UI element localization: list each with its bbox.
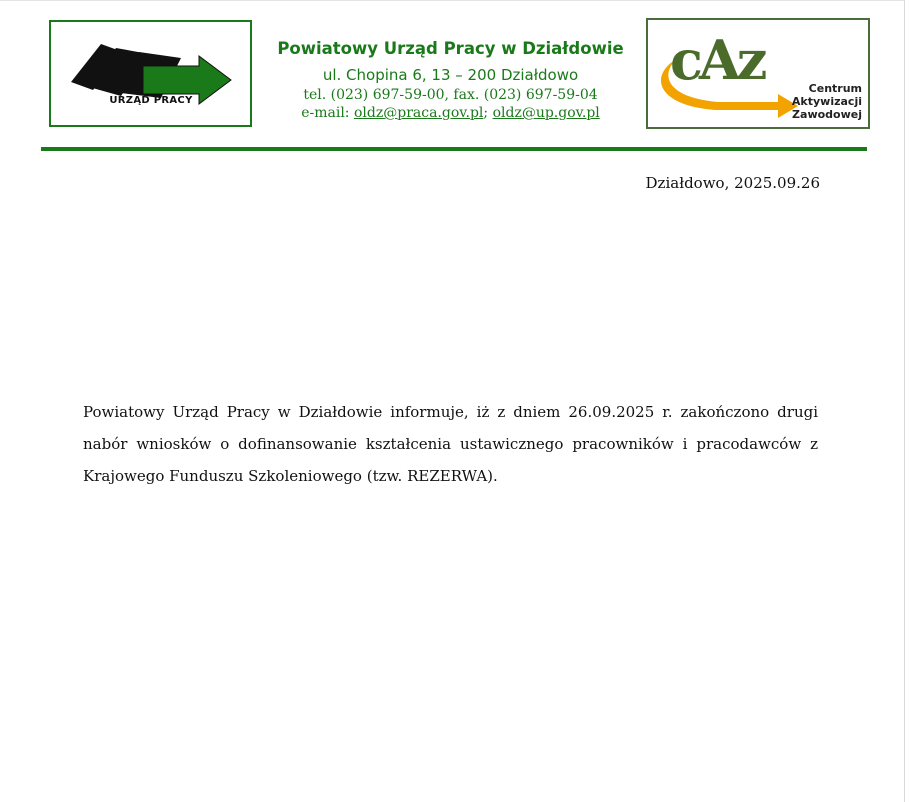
office-address: ul. Chopina 6, 13 – 200 Działdowo (322, 66, 579, 84)
urzad-pracy-logo-graphic (51, 22, 254, 129)
office-email (262, 104, 639, 122)
letterhead (262, 38, 639, 122)
caz-logo (646, 18, 870, 129)
caz-logo-text: cAz (670, 28, 764, 92)
email-link-up[interactable]: oldz@up.gov.pl (492, 105, 600, 121)
caz-sub-line: Aktywizacji (791, 95, 862, 108)
urzad-pracy-logo (49, 20, 252, 127)
document-body: Powiatowy Urząd Pracy w Działdowie informuje, iż z dniem 26.09.2025 r. zakończono drugi nabór wniosków o dofinansowanie kształcenia ustawicznego pracowników i pracodawców z Krajowego Funduszu Szkoleniowego (tzw. REZERWA). (83, 403, 818, 485)
office-phone: tel. (023) 697-59-00, fax. (023) 697-59-04 (303, 87, 598, 103)
document-date: Działdowo, 2025.09.26 (645, 174, 820, 192)
caz-logo-subtitle (792, 82, 862, 121)
caz-sub-line: Zawodowej (792, 108, 862, 121)
email-prefix: e-mail: (301, 105, 354, 121)
urzad-pracy-logo-text: URZĄD PRACY (109, 95, 193, 106)
email-separator: ; (483, 105, 493, 121)
caz-sub-line: Centrum (808, 82, 862, 95)
office-name: Powiatowy Urząd Pracy w Działdowie (277, 39, 624, 58)
email-link-praca[interactable]: oldz@praca.gov.pl (353, 105, 484, 121)
header-divider (41, 147, 867, 151)
